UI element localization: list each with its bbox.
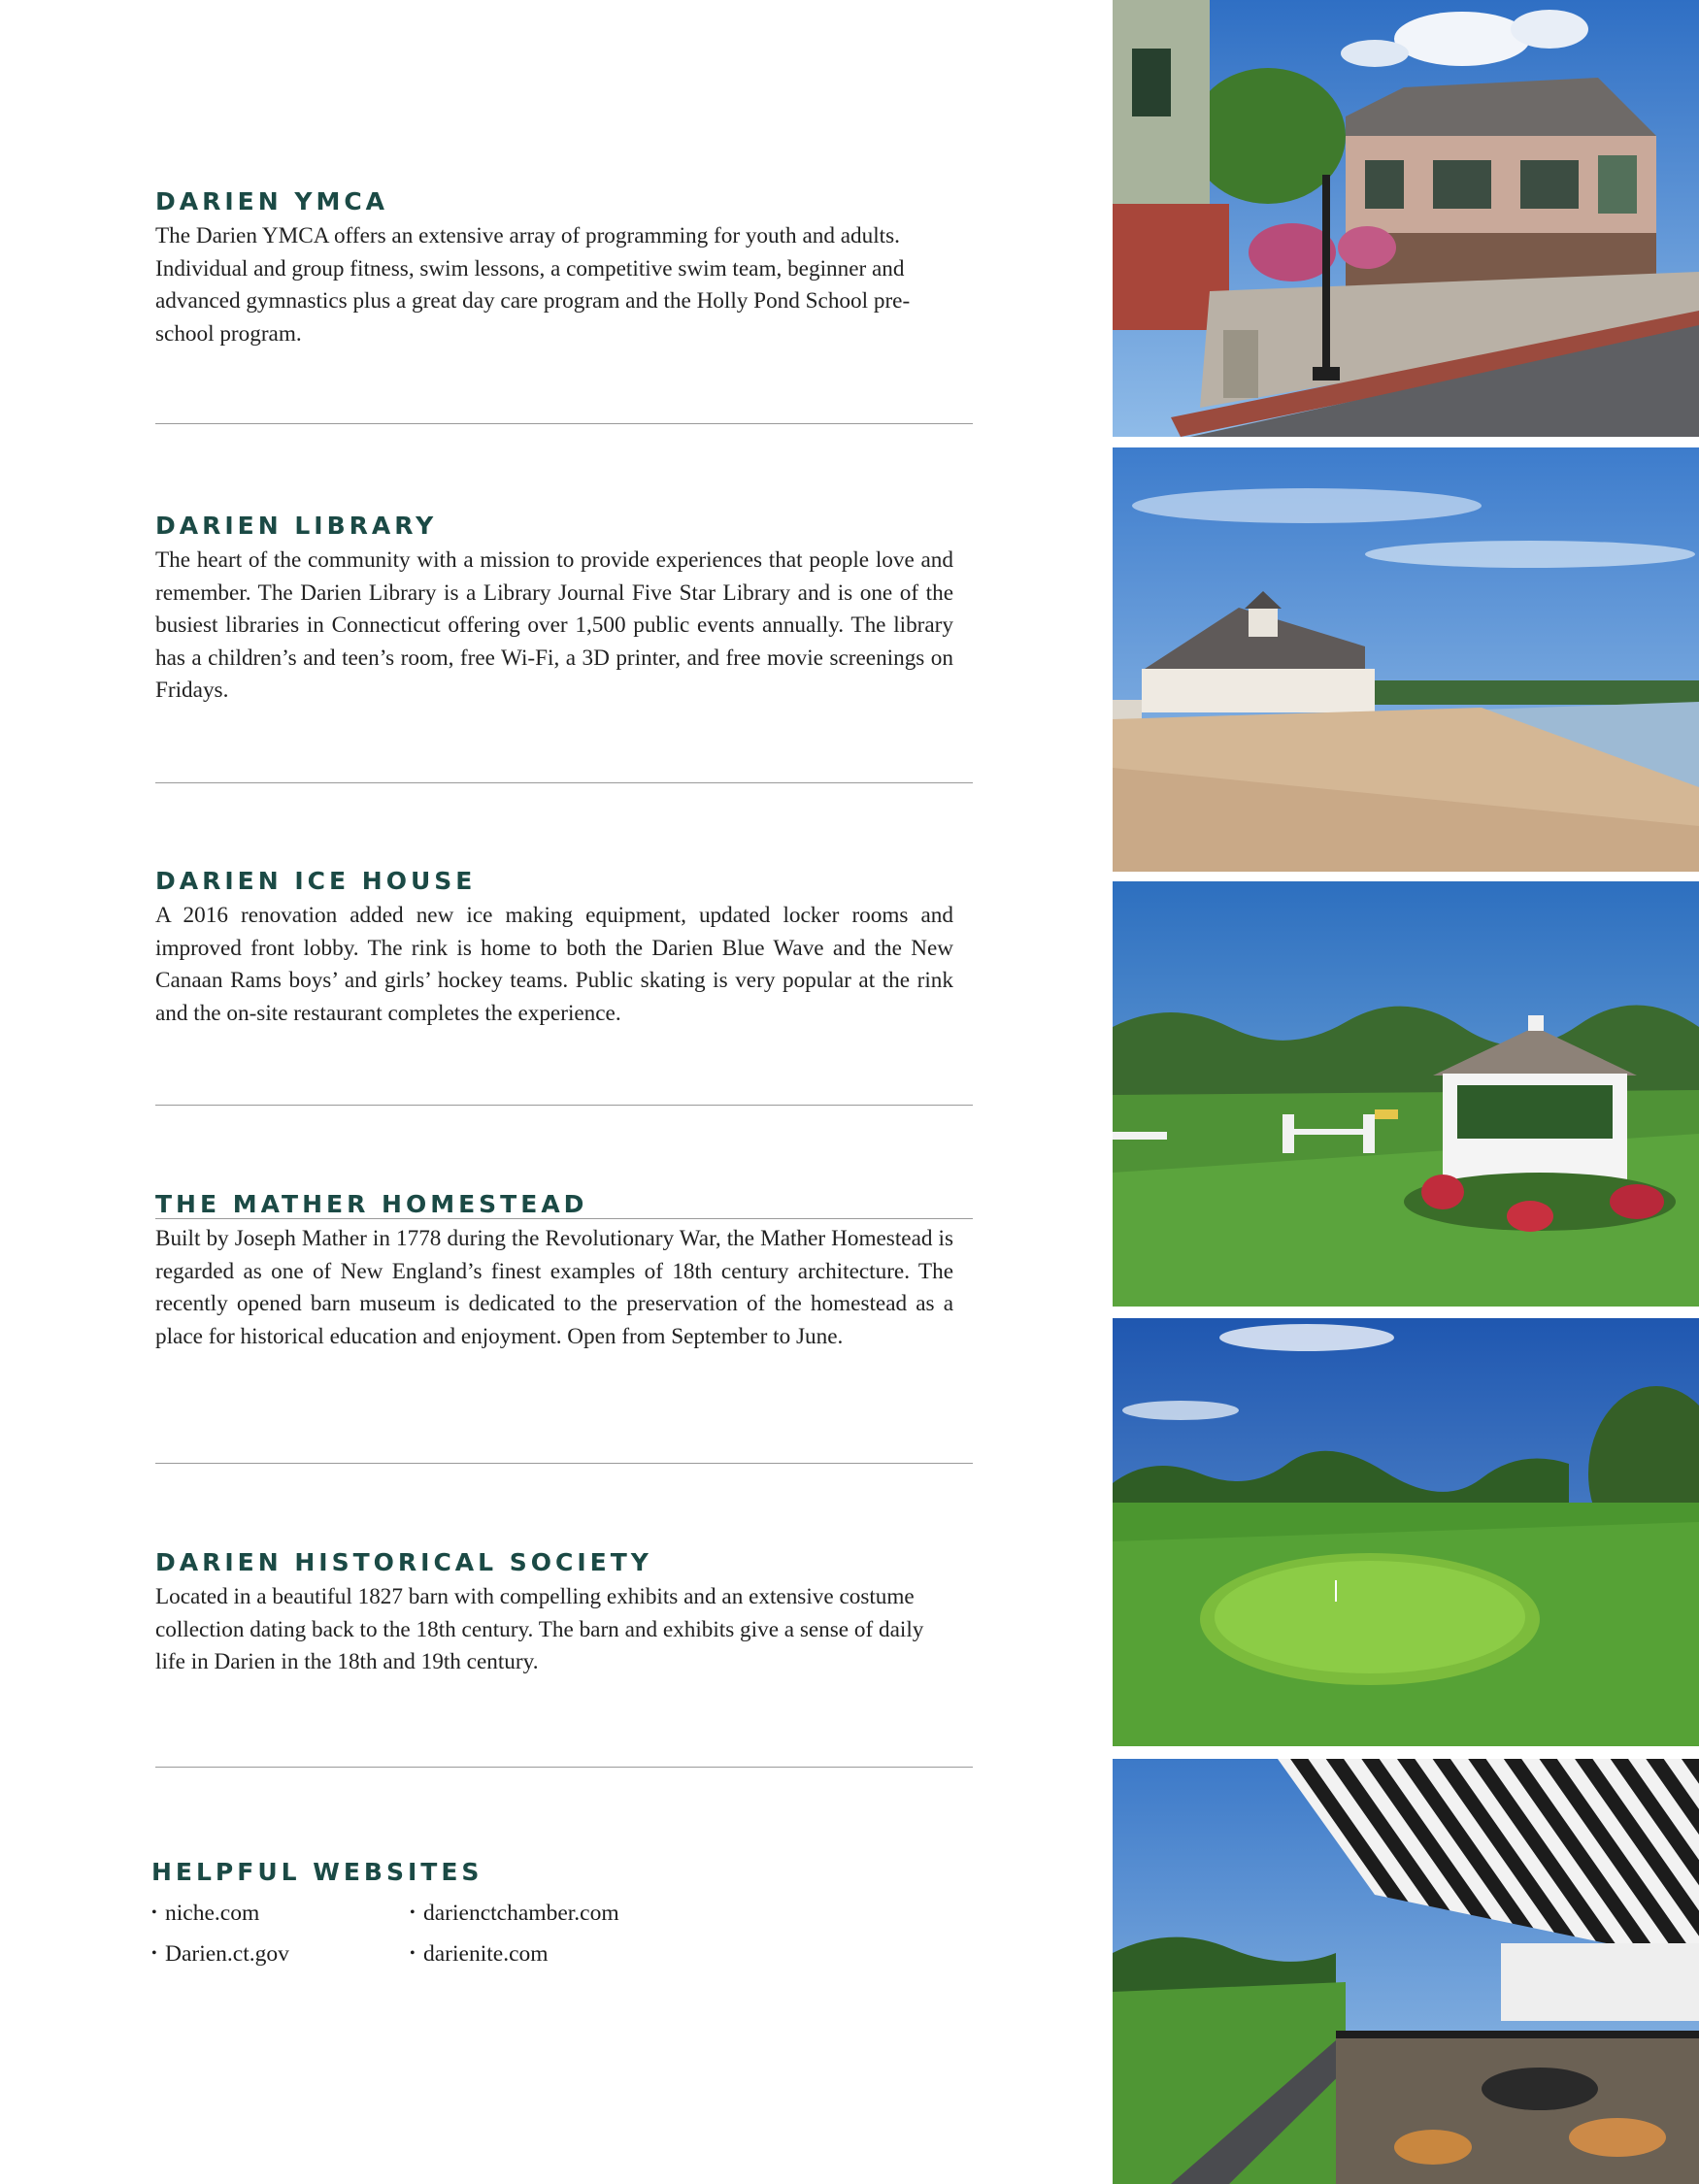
section-title: DARIEN HISTORICAL SOCIETY bbox=[155, 1548, 652, 1576]
golf-green-photo bbox=[1113, 1318, 1699, 1746]
website-link[interactable] bbox=[151, 1941, 289, 1968]
helpful-websites bbox=[151, 1858, 831, 1998]
horse-show-gazebo-photo bbox=[1113, 881, 1699, 1307]
section-body: The Darien YMCA offers an extensive array of programming for youth and adults. Individual and group fitness, swim lessons, a competitive swim team, beginner and advanced gymnastics plus a great day care program and the Holly Pond School pre-school program. bbox=[155, 223, 911, 347]
section-title: THE MATHER HOMESTEAD bbox=[155, 1190, 588, 1218]
website-link-text: Darien.ct.gov bbox=[165, 1941, 289, 1967]
divider bbox=[155, 1767, 973, 1768]
website-list bbox=[151, 1901, 831, 1998]
website-link[interactable] bbox=[410, 1941, 549, 1968]
section-historical-society bbox=[155, 1548, 969, 1679]
town-street-photo bbox=[1113, 0, 1699, 437]
divider bbox=[155, 1105, 973, 1106]
website-link[interactable] bbox=[151, 1901, 259, 1927]
section-ice-house bbox=[155, 867, 969, 1030]
section-body: A 2016 renovation added new ice making equipment, updated locker rooms and improved front lobby. The rink is home to both the Darien Blue Wave and the New Canaan Rams boys’ and girls’ hockey teams. Public skating is very popular at the rink and the on-site restaurant completes the experience. bbox=[155, 903, 953, 1026]
section-body: Located in a beautiful 1827 barn with compelling exhibits and an extensive costume collection dating back to the 18th century. The barn and exhibits give a sense of daily life in Darien in the 18th and 19th century. bbox=[155, 1584, 924, 1674]
bullet-icon: • bbox=[410, 1945, 416, 1962]
beach-photo bbox=[1113, 447, 1699, 872]
bullet-icon: • bbox=[151, 1904, 157, 1921]
divider bbox=[155, 1463, 973, 1464]
club-terrace-photo bbox=[1113, 1759, 1699, 2184]
section-title: DARIEN YMCA bbox=[155, 187, 389, 215]
website-link-text: niche.com bbox=[165, 1901, 260, 1926]
bullet-icon: • bbox=[151, 1945, 157, 1962]
website-link-text: darienite.com bbox=[423, 1941, 549, 1967]
section-body: Built by Joseph Mather in 1778 during the Revolutionary War, the Mather Homestead is regarded as one of New England’s finest examples of 18th century architecture. The recently opened barn museum is dedicated to the preservation of the homestead as a place for historical education and enjoyment. Open from September to June. bbox=[155, 1226, 953, 1349]
divider bbox=[155, 782, 973, 783]
section-ymca bbox=[155, 187, 969, 350]
section-mather-homestead bbox=[155, 1190, 969, 1353]
section-title: DARIEN LIBRARY bbox=[155, 512, 438, 540]
section-body: The heart of the community with a mission to provide experiences that people love and remember. The Darien Library is a Library Journal Five Star Library and is one of the busiest libraries in Connecticut offering over 1,500 public events annually. The library has a children’s and teen’s room, free Wi-Fi, a 3D printer, and free movie screenings on Fridays. bbox=[155, 547, 953, 703]
section-title: DARIEN ICE HOUSE bbox=[155, 867, 477, 895]
section-library bbox=[155, 512, 969, 708]
website-link[interactable] bbox=[410, 1901, 619, 1927]
helpful-title: HELPFUL WEBSITES bbox=[151, 1858, 483, 1886]
bullet-icon: • bbox=[410, 1904, 416, 1921]
title-underline bbox=[155, 1218, 973, 1219]
divider bbox=[155, 423, 973, 424]
website-link-text: darienctchamber.com bbox=[423, 1901, 619, 1926]
